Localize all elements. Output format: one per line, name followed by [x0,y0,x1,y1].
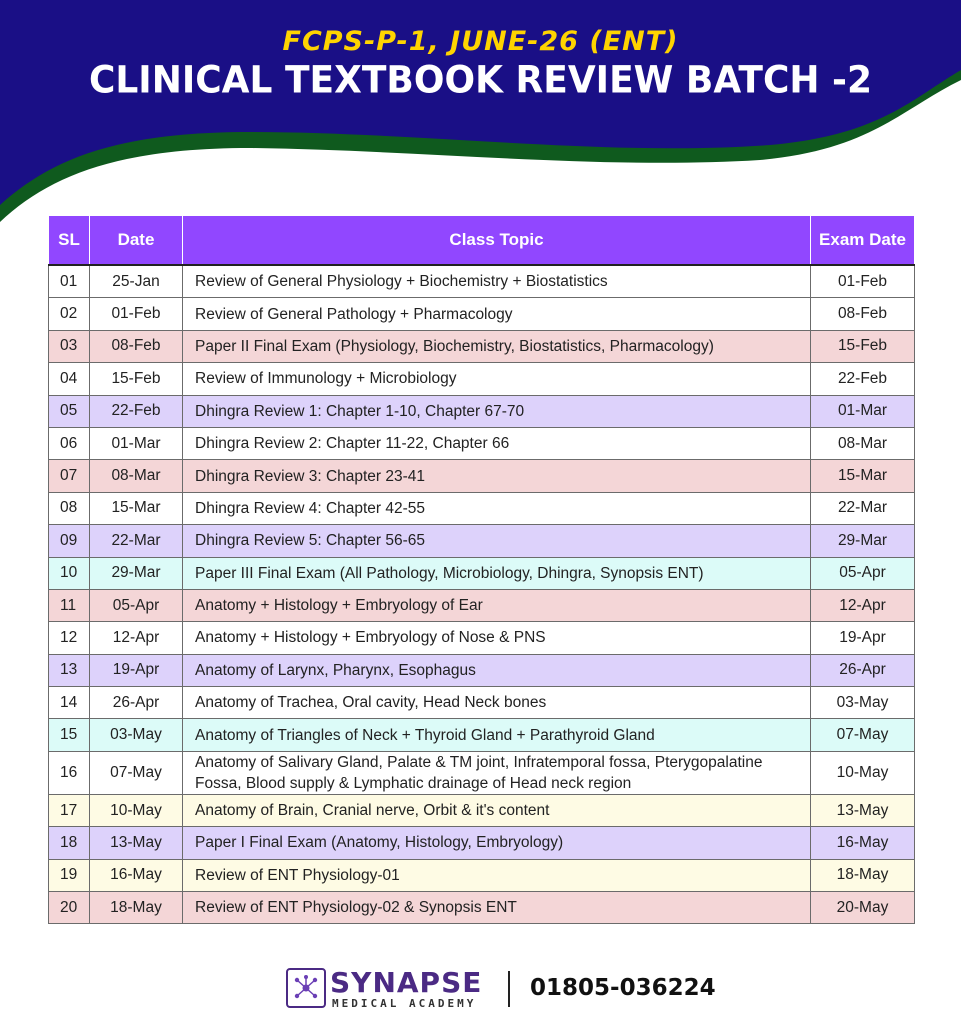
cell-date: 07-May [90,751,183,794]
cell-exam-date: 22-Feb [811,363,915,395]
cell-exam-date: 08-Feb [811,298,915,330]
cell-sl: 14 [49,687,90,719]
cell-topic: Review of Immunology + Microbiology [183,363,811,395]
cell-date: 25-Jan [90,265,183,298]
cell-date: 05-Apr [90,589,183,621]
cell-sl: 19 [49,859,90,891]
cell-date: 16-May [90,859,183,891]
cell-exam-date: 13-May [811,794,915,826]
cell-sl: 15 [49,719,90,751]
table-row [49,395,915,427]
table-row [49,654,915,686]
cell-exam-date: 18-May [811,859,915,891]
cell-exam-date: 16-May [811,827,915,859]
cell-exam-date: 22-Mar [811,492,915,524]
table-row [49,892,915,924]
cell-topic: Review of ENT Physiology-02 & Synopsis ENT [183,892,811,924]
cell-topic: Anatomy of Salivary Gland, Palate & TM joint, Infratemporal fossa, Pterygopalatine Fossa, Blood supply & Lymphatic drainage of Head neck region [183,751,811,794]
cell-exam-date: 26-Apr [811,654,915,686]
cell-sl: 18 [49,827,90,859]
table-row [49,719,915,751]
table-row [49,589,915,621]
column-header-exam-date: Exam Date [811,216,915,266]
cell-date: 13-May [90,827,183,859]
cell-sl: 02 [49,298,90,330]
brand-name: SYNAPSE [330,966,483,999]
cell-sl: 11 [49,589,90,621]
batch-subtitle: FCPS-P-1, JUNE-26 (ENT) [282,26,679,57]
cell-date: 19-Apr [90,654,183,686]
cell-date: 18-May [90,892,183,924]
cell-date: 15-Mar [90,492,183,524]
network-nodes-icon [286,968,326,1008]
table-row [49,427,915,459]
table-row [49,794,915,826]
cell-topic: Dhingra Review 3: Chapter 23-41 [183,460,811,492]
contact-phone: 01805-036224 [530,975,716,1001]
cell-exam-date: 05-Apr [811,557,915,589]
column-header-date: Date [90,216,183,266]
cell-date: 15-Feb [90,363,183,395]
cell-date: 29-Mar [90,557,183,589]
table-row [49,557,915,589]
cell-sl: 03 [49,330,90,362]
cell-sl: 20 [49,892,90,924]
cell-date: 12-Apr [90,622,183,654]
cell-topic: Dhingra Review 2: Chapter 11-22, Chapter 66 [183,427,811,459]
cell-exam-date: 15-Mar [811,460,915,492]
table-row [49,330,915,362]
cell-exam-date: 12-Apr [811,589,915,621]
cell-topic: Anatomy + Histology + Embryology of Ear [183,589,811,621]
cell-topic: Dhingra Review 1: Chapter 1-10, Chapter 67-70 [183,395,811,427]
cell-date: 03-May [90,719,183,751]
cell-sl: 13 [49,654,90,686]
cell-date: 01-Feb [90,298,183,330]
cell-sl: 17 [49,794,90,826]
table-row [49,460,915,492]
cell-topic: Dhingra Review 4: Chapter 42-55 [183,492,811,524]
cell-exam-date: 07-May [811,719,915,751]
schedule-rows [49,265,915,924]
cell-topic: Anatomy of Brain, Cranial nerve, Orbit & it's content [183,794,811,826]
cell-date: 22-Mar [90,525,183,557]
cell-topic: Paper II Final Exam (Physiology, Biochemistry, Biostatistics, Pharmacology) [183,330,811,362]
cell-topic: Review of General Physiology + Biochemistry + Biostatistics [183,265,811,298]
cell-date: 01-Mar [90,427,183,459]
cell-sl: 08 [49,492,90,524]
footer-divider [508,971,510,1007]
cell-sl: 16 [49,751,90,794]
cell-exam-date: 08-Mar [811,427,915,459]
cell-date: 26-Apr [90,687,183,719]
cell-topic: Anatomy of Trachea, Oral cavity, Head Neck bones [183,687,811,719]
cell-exam-date: 15-Feb [811,330,915,362]
table-row [49,525,915,557]
cell-topic: Review of General Pathology + Pharmacology [183,298,811,330]
table-row [49,751,915,794]
cell-date: 08-Feb [90,330,183,362]
cell-exam-date: 29-Mar [811,525,915,557]
cell-sl: 07 [49,460,90,492]
schedule-table [48,215,915,924]
cell-exam-date: 01-Feb [811,265,915,298]
table-row [49,859,915,891]
cell-topic: Paper I Final Exam (Anatomy, Histology, Embryology) [183,827,811,859]
table-row [49,363,915,395]
cell-date: 10-May [90,794,183,826]
table-row [49,298,915,330]
cell-sl: 05 [49,395,90,427]
cell-sl: 10 [49,557,90,589]
cell-sl: 06 [49,427,90,459]
cell-exam-date: 01-Mar [811,395,915,427]
cell-exam-date: 10-May [811,751,915,794]
cell-topic: Paper III Final Exam (All Pathology, Microbiology, Dhingra, Synopsis ENT) [183,557,811,589]
table-header-row [49,216,915,266]
cell-sl: 12 [49,622,90,654]
table-row [49,622,915,654]
cell-exam-date: 20-May [811,892,915,924]
cell-topic: Dhingra Review 5: Chapter 56-65 [183,525,811,557]
column-header-topic: Class Topic [183,216,811,266]
table-row [49,827,915,859]
column-header-sl: SL [49,216,90,266]
table-row [49,265,915,298]
cell-topic: Anatomy of Triangles of Neck + Thyroid Gland + Parathyroid Gland [183,719,811,751]
cell-topic: Review of ENT Physiology-01 [183,859,811,891]
cell-exam-date: 03-May [811,687,915,719]
cell-sl: 01 [49,265,90,298]
cell-topic: Anatomy + Histology + Embryology of Nose & PNS [183,622,811,654]
cell-sl: 04 [49,363,90,395]
cell-date: 08-Mar [90,460,183,492]
cell-date: 22-Feb [90,395,183,427]
brand-subtitle: MEDICAL ACADEMY [332,997,477,1010]
cell-sl: 09 [49,525,90,557]
cell-topic: Anatomy of Larynx, Pharynx, Esophagus [183,654,811,686]
table-row [49,687,915,719]
table-row [49,492,915,524]
cell-exam-date: 19-Apr [811,622,915,654]
page-title: CLINICAL TEXTBOOK REVIEW BATCH -2 [88,58,873,103]
